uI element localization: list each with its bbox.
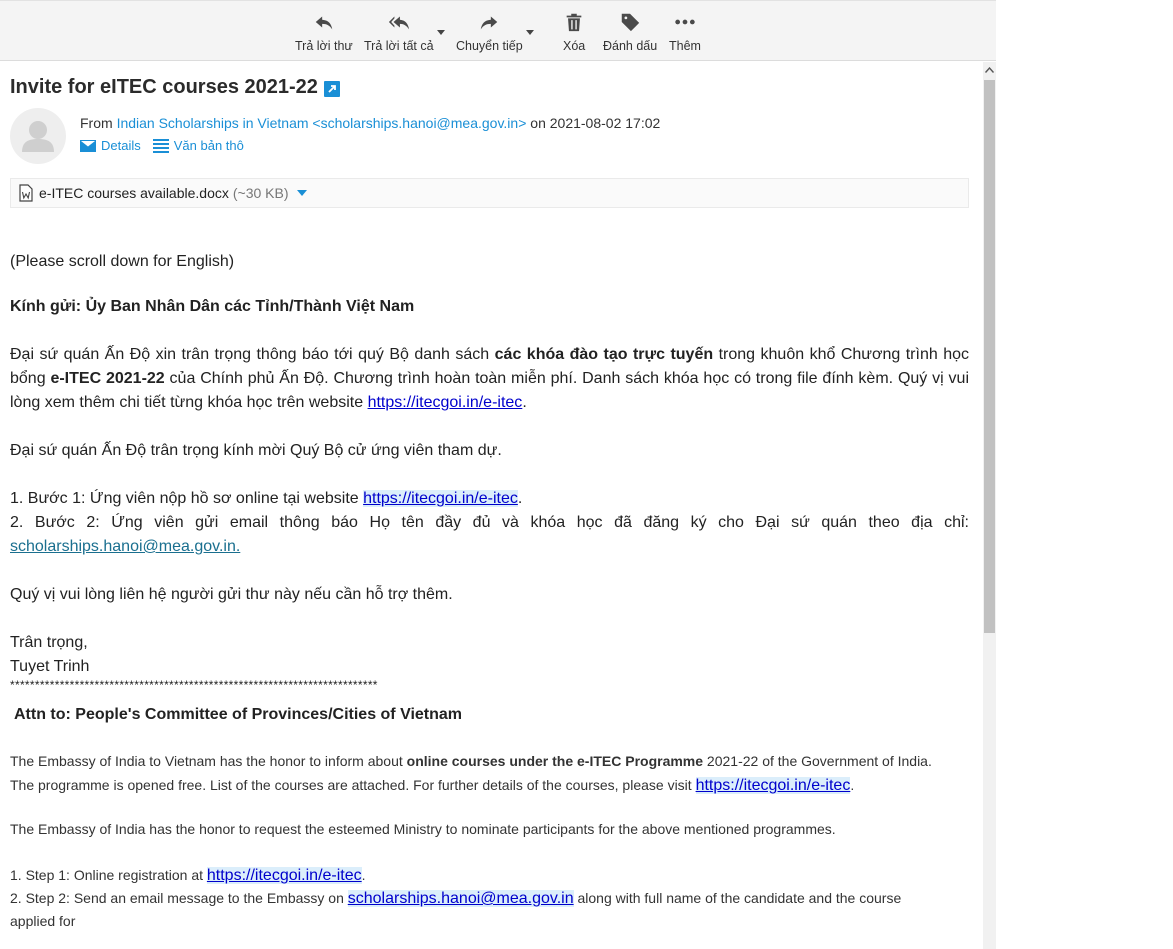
en-step-2: 2. Step 2: Send an email message to the Embassy on scholarships.hanoi@mea.gov.in along with full name of the candidate and the course applied for <box>10 890 902 929</box>
scrollbar-thumb[interactable] <box>984 80 995 633</box>
forward-dropdown-arrow[interactable] <box>526 30 534 35</box>
mark-button[interactable]: Đánh dấu <box>603 11 657 57</box>
en-greeting: Attn to: People's Committee of Provinces/Cities of Vietnam <box>14 706 463 723</box>
en-paragraph-1: The Embassy of India to Vietnam has the honor to inform about online courses under the e-ITEC Programme 2021-22 of the Government of India. The programme is opened free. List of the courses are attached. For further details of the courses, please visit https://itecgoi.in/e-itec. <box>10 753 932 794</box>
separator-stars: ************************************************************************** <box>10 678 378 692</box>
empty-area <box>996 0 1173 949</box>
vn-signature: Tuyet Trinh <box>10 658 90 675</box>
itec-link-2[interactable]: https://itecgoi.in/e-itec <box>363 490 518 507</box>
itec-link-4[interactable]: https://itecgoi.in/e-itec <box>206 867 362 884</box>
more-dots-icon <box>674 11 696 33</box>
header-links <box>80 138 244 153</box>
reply-all-icon <box>388 11 410 33</box>
attachment-name[interactable]: e-ITEC courses available.docx <box>39 185 229 201</box>
envelope-icon <box>80 139 96 153</box>
scroll-up-arrow[interactable] <box>983 62 996 78</box>
list-lines-icon <box>153 139 169 153</box>
attachment-size: (~30 KB) <box>232 185 289 201</box>
subject-row <box>10 76 340 99</box>
vn-sign-off: Trân trọng, <box>10 634 88 651</box>
sender-avatar <box>10 108 66 164</box>
email-link-1[interactable]: scholarships.hanoi@mea.gov.in. <box>10 538 241 555</box>
message-toolbar <box>0 0 996 61</box>
vertical-scrollbar[interactable] <box>983 62 996 949</box>
attachment-bar <box>10 178 969 208</box>
itec-link-1[interactable]: https://itecgoi.in/e-itec <box>367 394 523 411</box>
scroll-note: (Please scroll down for English) <box>10 253 235 270</box>
delete-button[interactable]: Xóa <box>563 11 585 57</box>
reply-button[interactable]: Trả lời thư <box>295 11 353 57</box>
details-link[interactable]: Details <box>80 138 141 153</box>
forward-button[interactable]: Chuyển tiếp <box>456 11 523 57</box>
more-button[interactable]: Thêm <box>669 11 701 57</box>
reply-all-button[interactable]: Trả lời tất cả <box>364 11 434 57</box>
email-link-2[interactable]: scholarships.hanoi@mea.gov.in <box>347 890 574 907</box>
vn-step-1: 1. Bước 1: Ứng viên nộp hồ sơ online tại website https://itecgoi.in/e-itec. <box>10 490 523 507</box>
en-step-1: 1. Step 1: Online registration at https://itecgoi.in/e-itec. <box>10 867 366 884</box>
vn-paragraph-1: Đại sứ quán Ấn Độ xin trân trọng thông báo tới quý Bộ danh sách các khóa đào tạo trực tuyến trong khuôn khổ Chương trình học bổng e-ITEC 2021-22 của Chính phủ Ấn Độ. Chương trình hoàn toàn miễn phí. Danh sách khóa học có trong file đính kèm. Quý vị vui lòng xem thêm chi tiết từng khóa học trên website https://itecgoi.in/e-itec. <box>10 346 970 411</box>
word-document-icon <box>19 184 33 202</box>
sender-link[interactable]: Indian Scholarships in Vietnam <scholarships.hanoi@mea.gov.in> <box>116 115 527 131</box>
open-in-new-window-icon[interactable] <box>324 81 340 97</box>
from-line: From Indian Scholarships in Vietnam <scholarships.hanoi@mea.gov.in> on 2021-08-02 17:02 <box>80 115 661 131</box>
plain-text-link[interactable]: Văn bản thô <box>153 138 244 153</box>
person-icon <box>10 108 66 164</box>
itec-link-3[interactable]: https://itecgoi.in/e-itec <box>695 777 851 794</box>
vn-greeting: Kính gửi: Ủy Ban Nhân Dân các Tỉnh/Thành Việt Nam <box>10 298 415 315</box>
trash-icon <box>563 11 585 33</box>
en-paragraph-2: The Embassy of India has the honor to request the esteemed Ministry to nominate participants for the above mentioned programmes. <box>10 821 836 837</box>
message-date: on 2021-08-02 17:02 <box>530 115 661 131</box>
vn-step-2: 2. Bước 2: Ứng viên gửi email thông báo Họ tên đầy đủ và khóa học đã đăng ký cho Đại sứ quán theo địa chỉ: scholarships.hanoi@mea.gov.in. <box>10 514 969 555</box>
message-subject: Invite for eITEC courses 2021-22 <box>10 76 318 98</box>
vn-paragraph-3: Quý vị vui lòng liên hệ người gửi thư này nếu cần hỗ trợ thêm. <box>10 586 453 603</box>
attachment-menu-arrow[interactable] <box>297 190 307 196</box>
vn-paragraph-2: Đại sứ quán Ấn Độ trân trọng kính mời Quý Bộ cử ứng viên tham dự. <box>10 442 502 459</box>
tag-icon <box>619 11 641 33</box>
forward-icon <box>478 11 500 33</box>
reply-all-dropdown-arrow[interactable] <box>437 30 445 35</box>
reply-icon <box>313 11 335 33</box>
